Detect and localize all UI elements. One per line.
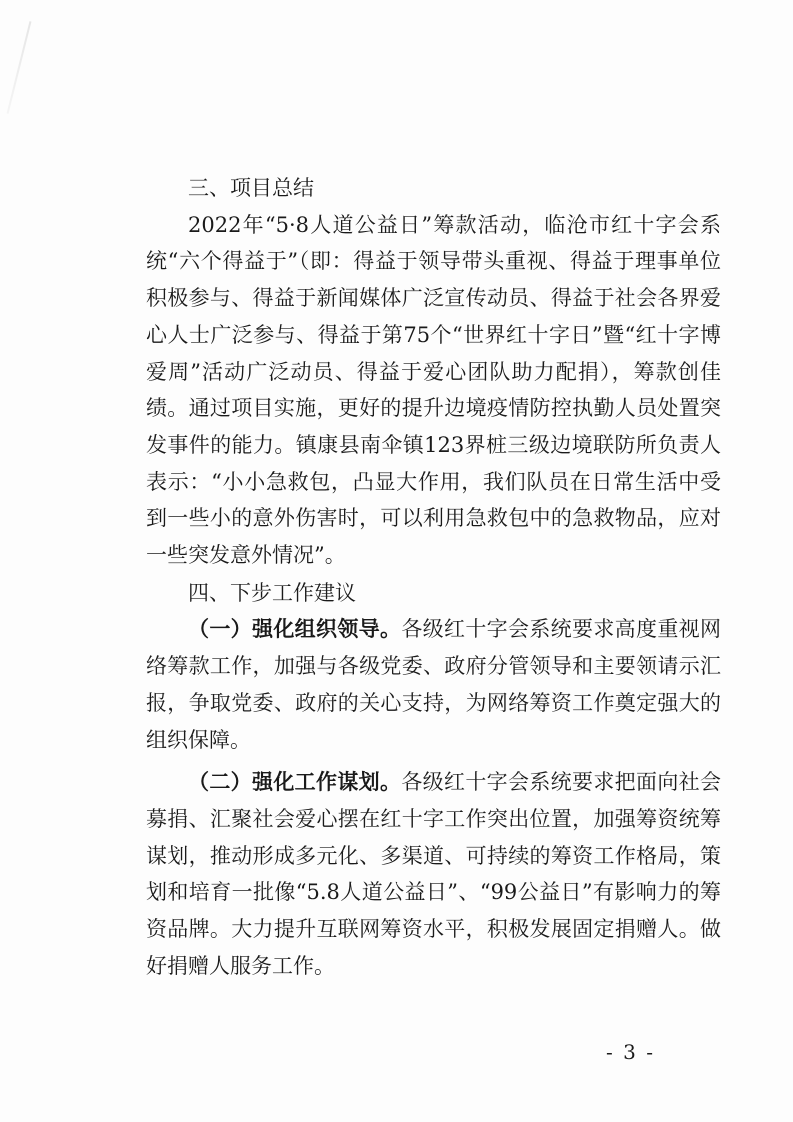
suggestion-item-1-text: 各级红十字会系统要求高度重视网络筹款工作，加强与各级党委、政府分管领导和主要领请示汇报，争取党委、政府的关心支持，为网络筹资工作奠定强大的组织保障。	[146, 617, 722, 752]
section-heading-summary: 三、项目总结	[188, 176, 314, 200]
suggestion-item-2	[146, 764, 721, 984]
section-heading-suggestions: 四、下步工作建议	[188, 580, 356, 605]
suggestion-item-2-title: （二）强化工作谋划。	[188, 769, 402, 795]
summary-paragraph: 2022年“5·8人道公益日”筹款活动，临沧市红十字会系统“六个得益于”（即：得益于领导带头重视、得益于理事单位积极参与、得益于新闻媒体广泛宣传动员、得益于社会各界爱心人士广泛参与、得益于第75个“世界红十字日”暨“红十字博爱周”活动广泛动员、得益于爱心团队助力配捐），筹款创佳绩。通过项目实施，更好的提升边境疫情防控执勤人员处置突发事件的能力。镇康县南伞镇123界桩三级边境联防所负责人表示：“小小急救包，凸显大作用，我们队员在日常生活中受到一些小的意外伤害时，可以利用急救包中的急救物品，应对一些突发意外情况”。	[146, 212, 721, 568]
page-number: - 3 -	[606, 1040, 655, 1064]
scan-artifact-line	[7, 21, 32, 114]
suggestion-item-1	[146, 611, 721, 758]
suggestion-item-1-title: （一）强化组织领导。	[188, 616, 402, 642]
document-body	[146, 170, 721, 984]
suggestion-item-2-text: 各级红十字会系统要求把面向社会募捐、汇聚社会爱心摆在红十字工作突出位置，加强筹资统筹谋划，推动形成多元化、多渠道、可持续的筹资工作格局，策划和培育一批像“5.8人道公益日”、“99公益日”有影响力的筹资品牌。大力提升互联网筹资水平，积极发展固定捐赠人。做好捐赠人服务工作。	[146, 770, 722, 978]
